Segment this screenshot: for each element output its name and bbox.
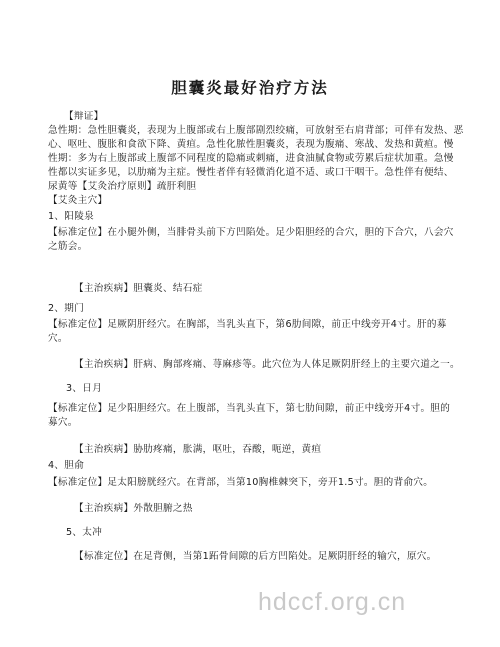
paragraph-line: 性期：多为右上腹部或上腹部不同程度的隐痛或刺痛，进食油腻食物或劳累后症状加重。急慢 xyxy=(48,153,454,164)
paragraph-line: 心、呕吐、腹胀和食欲下降、黄疸。急性化脓性胆囊炎，表现为腹痛、寒战、发热和黄疸。慢 xyxy=(48,139,454,150)
acupoint-heading: 1、阳陵泉 xyxy=(48,211,94,222)
acupoint-heading: 4、胆俞 xyxy=(48,460,85,471)
paragraph-line: 性都以实证多见，以肋痛为主症。慢性者伴有轻微消化道不适、或口干咽干。急性伴有便结、 xyxy=(48,167,454,178)
standard-location-line: 穴。 xyxy=(48,333,68,344)
section-heading-syndrome: 【辩证】 xyxy=(64,111,104,122)
standard-location-line: 之筋会。 xyxy=(48,241,88,252)
acupoint-heading: 5、太冲 xyxy=(66,527,103,538)
acupoint-heading: 3、日月 xyxy=(66,383,103,394)
document-title: 胆囊炎最好治疗方法 xyxy=(171,78,329,97)
indications-line: 【主治疾病】外散胆腑之热 xyxy=(74,503,193,514)
standard-location-line: 【标准定位】在小腿外侧，当腓骨头前下方凹陷处。足少阳胆经的合穴，胆的下合穴，八会穴 xyxy=(48,227,454,238)
standard-location-line: 【标准定位】在足背侧，当第1跖骨间隙的后方凹陷处。足厥阴肝经的输穴，原穴。 xyxy=(74,551,437,562)
acupoint-heading: 2、期门 xyxy=(48,303,85,314)
standard-location-line: 募穴。 xyxy=(48,417,78,428)
indications-line: 【主治疾病】胁肋疼痛，胀满，呕吐，吞酸，呃逆，黄疸 xyxy=(74,444,322,455)
section-heading-main-points: 【艾灸主穴】 xyxy=(48,195,108,206)
standard-location-line: 【标准定位】足厥阴肝经穴。在胸部，当乳头直下，第6肋间隙，前正中线旁开4寸。肝的募 xyxy=(48,319,447,330)
indications-line: 【主治疾病】肝病、胸部疼痛、荨麻疹等。此穴位为人体足厥阴肝经上的主要穴道之一。 xyxy=(74,359,460,370)
paragraph-line: 急性期：急性胆囊炎，表现为上腹部或右上腹部剧烈绞痛，可放射至右肩背部；可伴有发热、恶 xyxy=(48,125,464,136)
standard-location-line: 【标准定位】足少阳胆经穴。在上腹部，当乳头直下，第七肋间隙，前正中线旁开4寸。胆的 xyxy=(48,403,451,414)
standard-location-line: 【标准定位】足太阳膀胱经穴。在背部，当第10胸椎棘突下，旁开1.5寸。胆的背俞穴。 xyxy=(48,477,434,488)
watermark: hdccf.org.cn xyxy=(258,588,407,616)
treatment-principle-line: 尿黄等【艾灸治疗原则】疏肝利胆 xyxy=(48,181,197,192)
indications-line: 【主治疾病】胆囊炎、结石症 xyxy=(74,283,203,294)
